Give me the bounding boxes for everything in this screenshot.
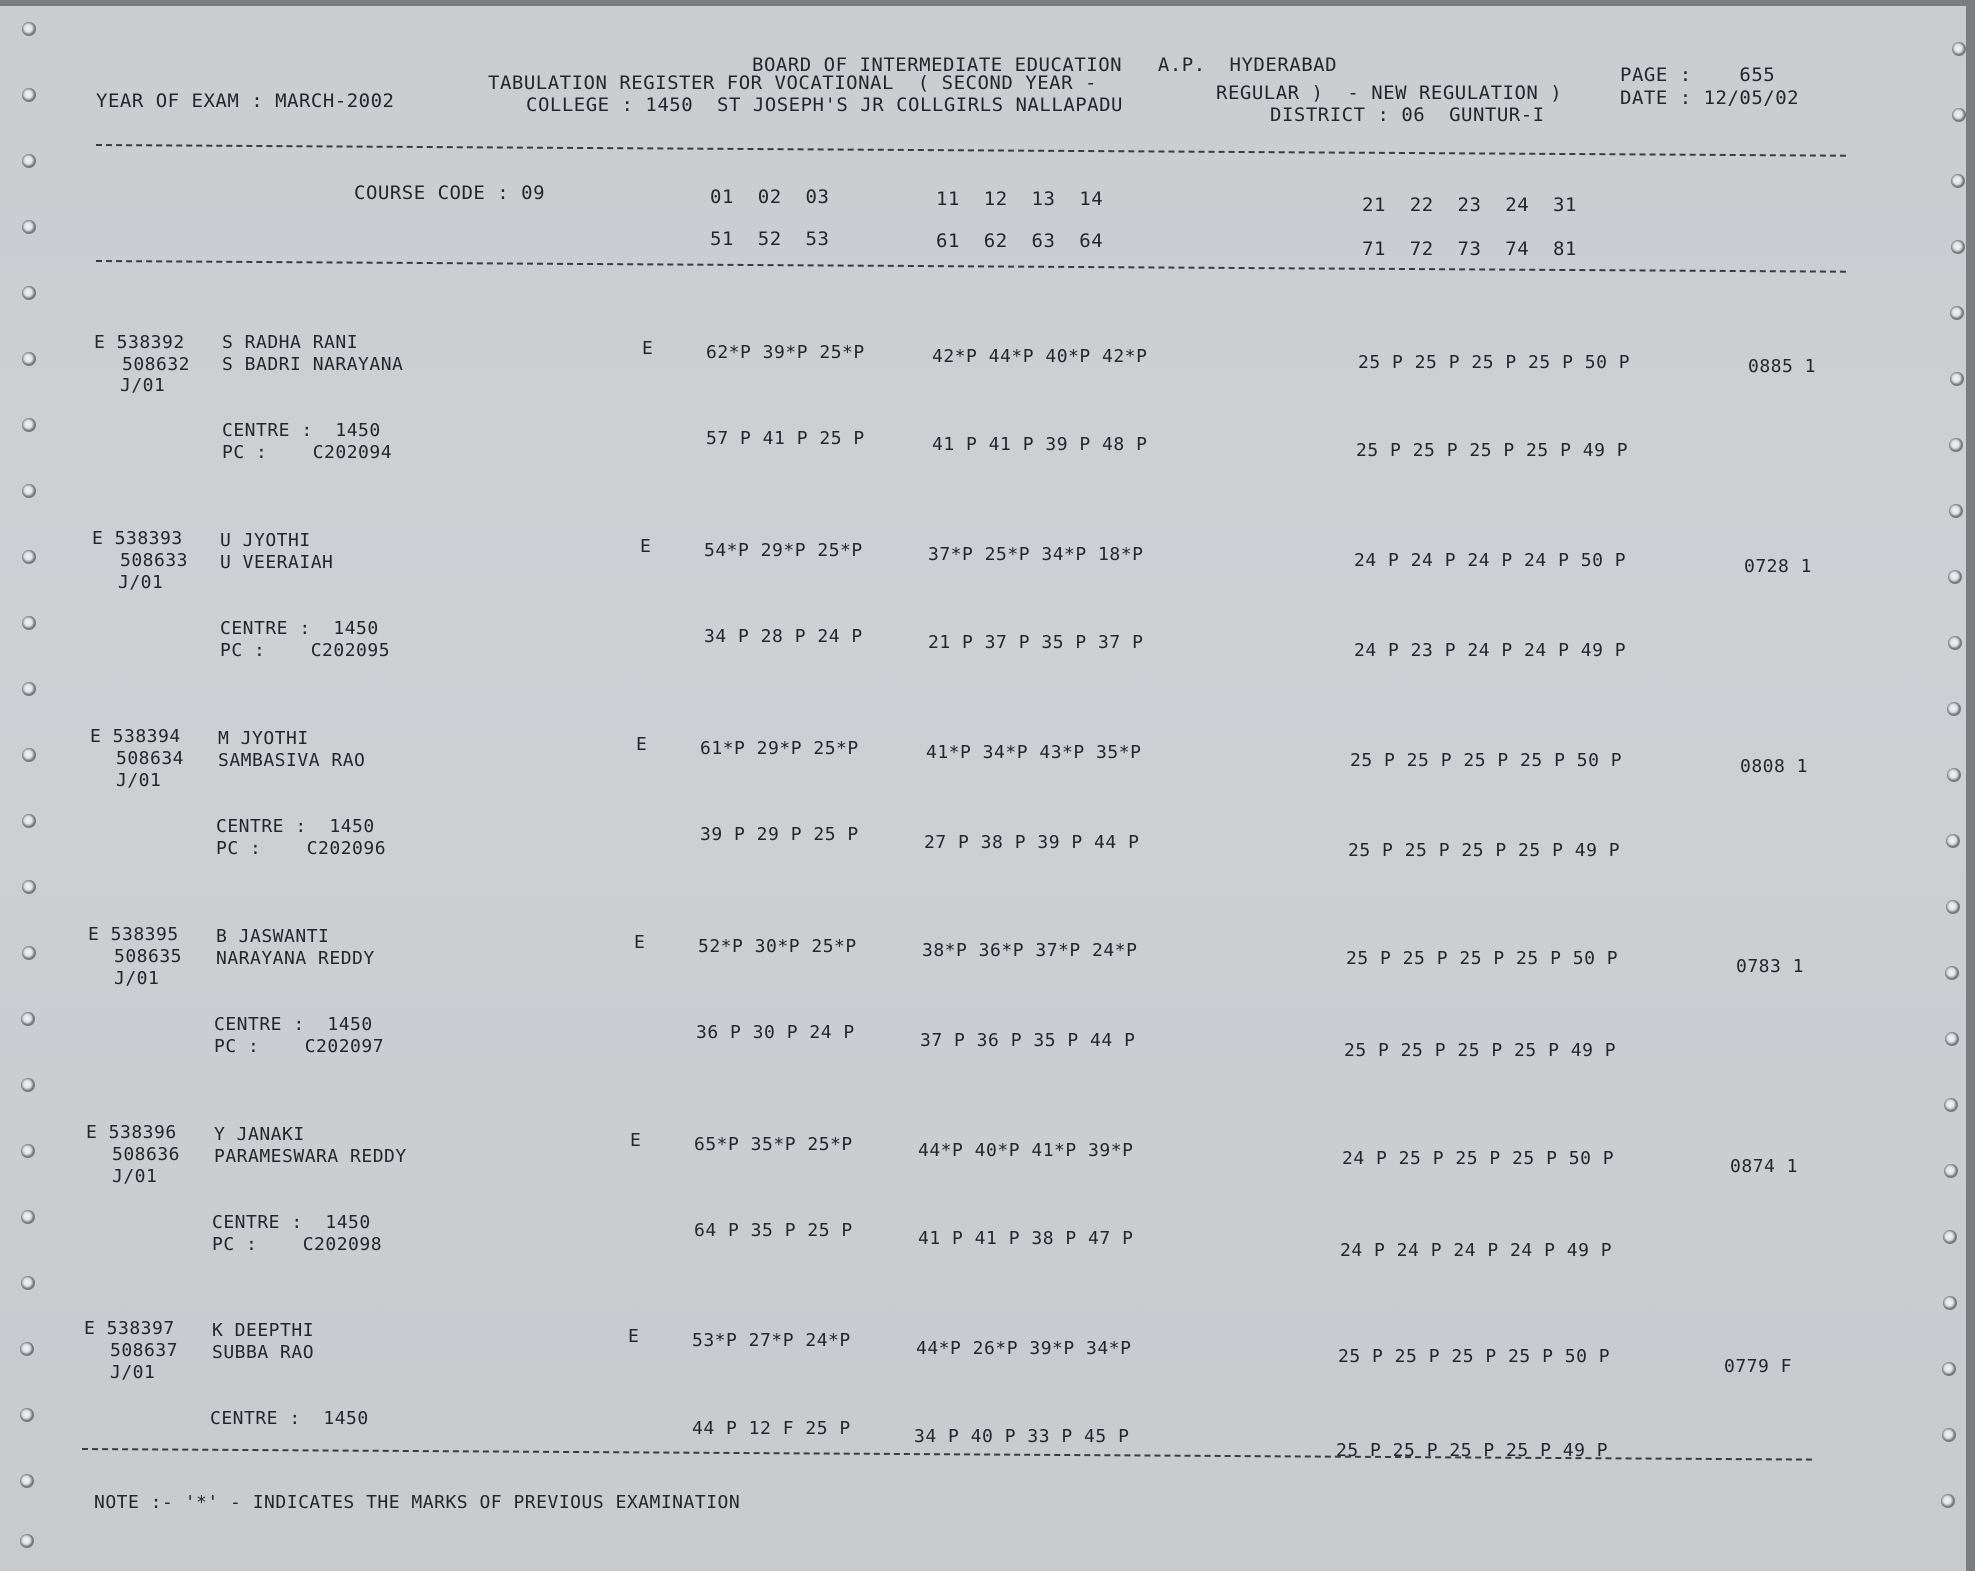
subject-codes-1c: 21 22 23 24 31 xyxy=(1362,194,1577,216)
centre: CENTRE : 1450 xyxy=(214,1014,373,1035)
marks-second-c: 24 P 23 P 24 P 24 P 49 P xyxy=(1354,640,1627,661)
marks-second-c: 25 P 25 P 25 P 25 P 49 P xyxy=(1356,440,1629,461)
marks-second-a: 44 P 12 F 25 P xyxy=(692,1418,851,1439)
tabulation-sheet xyxy=(0,6,1966,1571)
total-result: 0779 F xyxy=(1724,1356,1793,1377)
marks-first-c: 24 P 25 P 25 P 25 P 50 P xyxy=(1342,1148,1615,1169)
marks-second-c: 25 P 25 P 25 P 25 P 49 P xyxy=(1336,1440,1609,1461)
year-of-exam: YEAR OF EXAM : MARCH-2002 xyxy=(96,90,395,112)
marks-first-a: 65*P 35*P 25*P xyxy=(694,1134,853,1155)
pc-number: PC : C202097 xyxy=(214,1036,385,1057)
centre: CENTRE : 1450 xyxy=(212,1212,371,1233)
board-title: BOARD OF INTERMEDIATE EDUCATION A.P. HYDERABAD xyxy=(752,54,1338,76)
marks-first-a: 52*P 30*P 25*P xyxy=(698,936,857,957)
marks-first-a: 54*P 29*P 25*P xyxy=(704,540,863,561)
marks-second-c: 24 P 24 P 24 P 24 P 49 P xyxy=(1340,1240,1613,1261)
medium: E xyxy=(630,1130,642,1151)
group-code: J/01 xyxy=(118,572,164,593)
group-code: J/01 xyxy=(112,1166,158,1187)
marks-first-b: 41*P 34*P 43*P 35*P xyxy=(926,742,1142,763)
group-code: J/01 xyxy=(114,968,160,989)
medium: E xyxy=(636,734,648,755)
centre: CENTRE : 1450 xyxy=(222,420,381,441)
marks-first-a: 53*P 27*P 24*P xyxy=(692,1330,851,1351)
total-result: 0728 1 xyxy=(1744,556,1813,577)
total-result: 0885 1 xyxy=(1748,356,1817,377)
hall-ticket: 508636 xyxy=(112,1144,181,1165)
marks-first-c: 25 P 25 P 25 P 25 P 50 P xyxy=(1358,352,1631,373)
reg-number: E 538395 xyxy=(88,924,179,945)
group-code: J/01 xyxy=(120,375,166,396)
centre: CENTRE : 1450 xyxy=(216,816,375,837)
pc-number: PC : C202098 xyxy=(212,1234,383,1255)
register-title: TABULATION REGISTER FOR VOCATIONAL ( SECOND YEAR - xyxy=(488,72,1097,94)
marks-second-b: 21 P 37 P 35 P 37 P xyxy=(928,632,1144,653)
group-code: J/01 xyxy=(116,770,162,791)
marks-first-a: 61*P 29*P 25*P xyxy=(700,738,859,759)
marks-second-b: 37 P 36 P 35 P 44 P xyxy=(920,1030,1136,1051)
centre: CENTRE : 1450 xyxy=(220,618,379,639)
medium: E xyxy=(634,932,646,953)
hall-ticket: 508633 xyxy=(120,550,189,571)
marks-second-b: 41 P 41 P 38 P 47 P xyxy=(918,1228,1134,1249)
total-result: 0874 1 xyxy=(1730,1156,1799,1177)
marks-second-a: 57 P 41 P 25 P xyxy=(706,428,865,449)
marks-second-b: 34 P 40 P 33 P 45 P xyxy=(914,1426,1130,1447)
district-line: DISTRICT : 06 GUNTUR-I xyxy=(1270,104,1545,126)
marks-first-b: 44*P 40*P 41*P 39*P xyxy=(918,1140,1134,1161)
marks-second-a: 39 P 29 P 25 P xyxy=(700,824,859,845)
marks-second-a: 64 P 35 P 25 P xyxy=(694,1220,853,1241)
centre: CENTRE : 1450 xyxy=(210,1408,369,1429)
marks-first-c: 25 P 25 P 25 P 25 P 50 P xyxy=(1338,1346,1611,1367)
subject-codes-1a: 01 02 03 xyxy=(710,186,830,208)
reg-number: E 538393 xyxy=(92,528,183,549)
marks-second-c: 25 P 25 P 25 P 25 P 49 P xyxy=(1348,840,1621,861)
report-date: DATE : 12/05/02 xyxy=(1620,87,1800,109)
medium: E xyxy=(628,1326,640,1347)
page-number: PAGE : 655 xyxy=(1620,64,1776,86)
note: NOTE :- '*' - INDICATES THE MARKS OF PREVIOUS EXAMINATION xyxy=(94,1492,741,1513)
pc-number: PC : C202096 xyxy=(216,838,387,859)
medium: E xyxy=(640,536,652,557)
student-name: S RADHA RANI xyxy=(222,332,359,353)
marks-second-a: 36 P 30 P 24 P xyxy=(696,1022,855,1043)
student-name: M JYOTHI xyxy=(218,728,309,749)
regulation-label: REGULAR ) - NEW REGULATION ) xyxy=(1216,82,1563,104)
father-name: PARAMESWARA REDDY xyxy=(214,1146,407,1167)
marks-first-b: 37*P 25*P 34*P 18*P xyxy=(928,544,1144,565)
subject-codes-2c: 71 72 73 74 81 xyxy=(1362,238,1577,260)
marks-first-b: 44*P 26*P 39*P 34*P xyxy=(916,1338,1132,1359)
subject-codes-2a: 51 52 53 xyxy=(710,228,830,250)
father-name: NARAYANA REDDY xyxy=(216,948,375,969)
marks-first-b: 42*P 44*P 40*P 42*P xyxy=(932,346,1148,367)
student-name: K DEEPTHI xyxy=(212,1320,315,1341)
marks-second-c: 25 P 25 P 25 P 25 P 49 P xyxy=(1344,1040,1617,1061)
marks-second-b: 41 P 41 P 39 P 48 P xyxy=(932,434,1148,455)
marks-first-b: 38*P 36*P 37*P 24*P xyxy=(922,940,1138,961)
subject-codes-2b: 61 62 63 64 xyxy=(936,230,1104,252)
header-rule xyxy=(96,144,1846,157)
reg-number: E 538392 xyxy=(94,332,185,353)
hall-ticket: 508637 xyxy=(110,1340,179,1361)
total-result: 0783 1 xyxy=(1736,956,1805,977)
pc-number: PC : C202094 xyxy=(222,442,393,463)
hall-ticket: 508634 xyxy=(116,748,185,769)
college-line: COLLEGE : 1450 ST JOSEPH'S JR COLLGIRLS NALLAPADU xyxy=(526,94,1123,116)
reg-number: E 538397 xyxy=(84,1318,175,1339)
marks-first-a: 62*P 39*P 25*P xyxy=(706,342,865,363)
subject-codes-1b: 11 12 13 14 xyxy=(936,188,1104,210)
student-name: U JYOTHI xyxy=(220,530,311,551)
group-code: J/01 xyxy=(110,1362,156,1383)
marks-first-c: 25 P 25 P 25 P 25 P 50 P xyxy=(1350,750,1623,771)
marks-first-c: 24 P 24 P 24 P 24 P 50 P xyxy=(1354,550,1627,571)
reg-number: E 538394 xyxy=(90,726,181,747)
father-name: SAMBASIVA RAO xyxy=(218,750,366,771)
student-name: B JASWANTI xyxy=(216,926,330,947)
course-code: COURSE CODE : 09 xyxy=(354,182,546,204)
course-rule xyxy=(96,260,1846,273)
father-name: SUBBA RAO xyxy=(212,1342,315,1363)
hall-ticket: 508632 xyxy=(122,354,191,375)
marks-first-c: 25 P 25 P 25 P 25 P 50 P xyxy=(1346,948,1619,969)
total-result: 0808 1 xyxy=(1740,756,1809,777)
student-name: Y JANAKI xyxy=(214,1124,305,1145)
hall-ticket: 508635 xyxy=(114,946,183,967)
father-name: U VEERAIAH xyxy=(220,552,334,573)
pc-number: PC : C202095 xyxy=(220,640,391,661)
medium: E xyxy=(642,338,654,359)
marks-second-a: 34 P 28 P 24 P xyxy=(704,626,863,647)
father-name: S BADRI NARAYANA xyxy=(222,354,404,375)
reg-number: E 538396 xyxy=(86,1122,177,1143)
marks-second-b: 27 P 38 P 39 P 44 P xyxy=(924,832,1140,853)
